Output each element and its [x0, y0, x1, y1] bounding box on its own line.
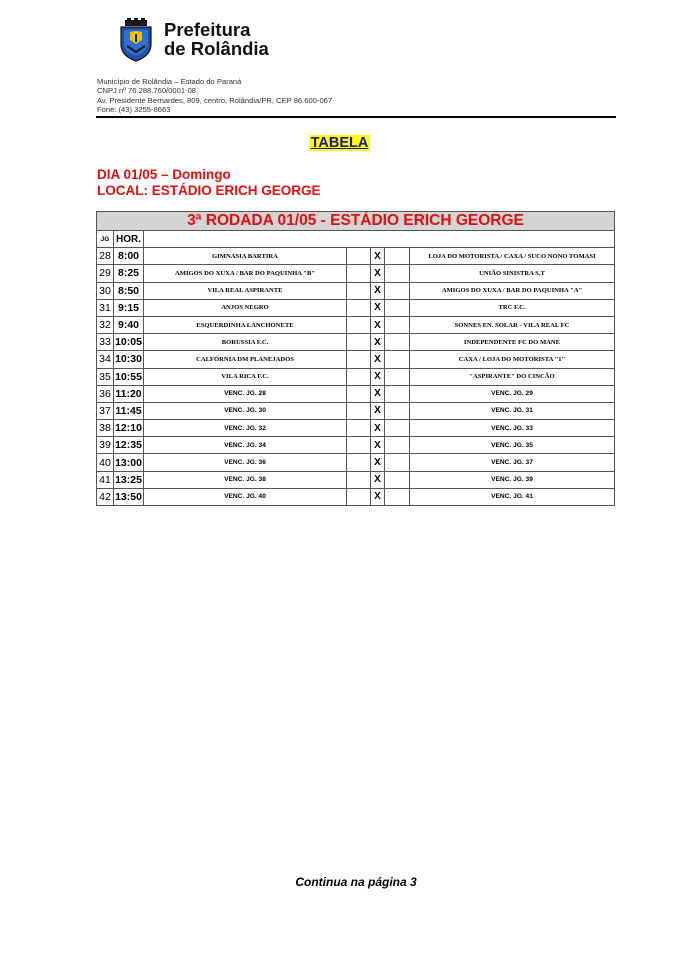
- game-time: 12:35: [114, 437, 144, 454]
- table-row: [97, 454, 615, 471]
- header-blank: [144, 231, 615, 248]
- game-time: 11:20: [114, 385, 144, 402]
- score-home: [347, 265, 371, 282]
- game-time: 12:10: [114, 420, 144, 437]
- score-home: [347, 454, 371, 471]
- away-team: LOJA DO MOTORISTA / CAXA / SUCO NONO TOMASI: [410, 248, 615, 265]
- address-line: Município de Rolândia – Estado do Paraná: [97, 77, 242, 86]
- game-number: 36: [97, 385, 114, 402]
- score-away: [385, 454, 410, 471]
- tabela-heading: [0, 134, 679, 152]
- home-team: ESQUERDINHA LANCHONETE: [144, 316, 347, 333]
- game-number: 42: [97, 488, 114, 505]
- away-team: TRC F.C.: [410, 299, 615, 316]
- versus-mark: X: [371, 437, 385, 454]
- header-jg: JG: [97, 231, 114, 248]
- versus-mark: X: [371, 420, 385, 437]
- home-team: BORUSSIA F.C.: [144, 334, 347, 351]
- score-home: [347, 282, 371, 299]
- score-home: [347, 402, 371, 419]
- brand-line-1: Prefeitura: [164, 19, 251, 40]
- score-away: [385, 265, 410, 282]
- game-rows: [97, 248, 615, 506]
- score-away: [385, 402, 410, 419]
- game-number: 41: [97, 471, 114, 488]
- score-home: [347, 351, 371, 368]
- games-table: [96, 211, 615, 506]
- versus-mark: X: [371, 334, 385, 351]
- brand-line-2: de Rolândia: [164, 38, 269, 59]
- table-row: [97, 488, 615, 505]
- game-time: 10:05: [114, 334, 144, 351]
- versus-mark: X: [371, 488, 385, 505]
- table-row: [97, 385, 615, 402]
- home-team: CALFÓRNIA DM PLANEJADOS: [144, 351, 347, 368]
- score-home: [347, 385, 371, 402]
- versus-mark: X: [371, 471, 385, 488]
- address-line: Fone: (43) 3255-8663: [97, 105, 171, 115]
- game-time: 13:00: [114, 454, 144, 471]
- game-time: 11:45: [114, 402, 144, 419]
- game-number: 37: [97, 402, 114, 419]
- score-away: [385, 471, 410, 488]
- home-team: AMIGOS DO XUXA / BAR DO PAQUINHA "B": [144, 265, 347, 282]
- score-away: [385, 334, 410, 351]
- away-team: VENC. JG. 33: [410, 420, 615, 437]
- home-team: VILA RICA F.C.: [144, 368, 347, 385]
- versus-mark: X: [371, 248, 385, 265]
- versus-mark: X: [371, 385, 385, 402]
- away-team: VENC. JG. 29: [410, 385, 615, 402]
- versus-mark: X: [371, 265, 385, 282]
- event-location: LOCAL: ESTÁDIO ERICH GEORGE: [97, 182, 321, 198]
- game-number: 35: [97, 368, 114, 385]
- home-team: GIMNASIA BARTIRA: [144, 248, 347, 265]
- table-row: [97, 437, 615, 454]
- home-team: VENC. JG. 40: [144, 488, 347, 505]
- table-title-row: [97, 212, 615, 231]
- game-number: 38: [97, 420, 114, 437]
- score-home: [347, 316, 371, 333]
- away-team: SONNES EN. SOLAR - VILA REAL FC: [410, 316, 615, 333]
- game-time: 13:50: [114, 488, 144, 505]
- away-team: VENC. JG. 39: [410, 471, 615, 488]
- versus-mark: X: [371, 282, 385, 299]
- table-row: [97, 334, 615, 351]
- home-team: VENC. JG. 34: [144, 437, 347, 454]
- table-row: [97, 368, 615, 385]
- score-home: [347, 299, 371, 316]
- game-number: 31: [97, 299, 114, 316]
- game-number: 30: [97, 282, 114, 299]
- score-away: [385, 368, 410, 385]
- game-number: 40: [97, 454, 114, 471]
- continuation-note: Continua na página 3: [295, 875, 417, 889]
- score-away: [385, 351, 410, 368]
- versus-mark: X: [371, 368, 385, 385]
- game-number: 29: [97, 265, 114, 282]
- table-row: [97, 316, 615, 333]
- versus-mark: X: [371, 299, 385, 316]
- game-time: 8:50: [114, 282, 144, 299]
- away-team: AMIGOS DO XUXA / BAR DO PAQUINHA "A": [410, 282, 615, 299]
- home-team: VILA REAL ASPIRANTE: [144, 282, 347, 299]
- away-team: VENC. JG. 41: [410, 488, 615, 505]
- score-home: [347, 334, 371, 351]
- score-away: [385, 248, 410, 265]
- table-row: [97, 248, 615, 265]
- score-home: [347, 471, 371, 488]
- away-team: VENC. JG. 37: [410, 454, 615, 471]
- header-divider: [96, 116, 616, 118]
- municipal-logo: [118, 18, 288, 68]
- address-block: [97, 77, 332, 115]
- score-away: [385, 282, 410, 299]
- game-time: 9:15: [114, 299, 144, 316]
- game-number: 33: [97, 334, 114, 351]
- home-team: VENC. JG. 30: [144, 402, 347, 419]
- game-number: 32: [97, 316, 114, 333]
- game-number: 39: [97, 437, 114, 454]
- versus-mark: X: [371, 454, 385, 471]
- score-away: [385, 299, 410, 316]
- brand-name: [164, 20, 269, 58]
- away-team: INDEPENDENTE FC DO MANÉ: [410, 334, 615, 351]
- score-away: [385, 316, 410, 333]
- away-team: VENC. JG. 35: [410, 437, 615, 454]
- tabela-label: TABELA: [310, 135, 369, 151]
- crest-icon: [118, 18, 154, 62]
- game-time: 8:25: [114, 265, 144, 282]
- table-row: [97, 299, 615, 316]
- table-row: [97, 265, 615, 282]
- table-row: [97, 282, 615, 299]
- game-time: 10:30: [114, 351, 144, 368]
- event-date: DIA 01/05 – Domingo: [97, 167, 231, 182]
- away-team: UNIÃO SINISTRA S.T: [410, 265, 615, 282]
- away-team: "ASPIRANTE" DO CINCÃO: [410, 368, 615, 385]
- score-away: [385, 385, 410, 402]
- table-row: [97, 471, 615, 488]
- versus-mark: X: [371, 316, 385, 333]
- address-line: Av. Presidente Bernardes, 809, centro, Rolândia/PR, CEP 86.600-067: [97, 95, 333, 105]
- home-team: VENC. JG. 28: [144, 385, 347, 402]
- score-home: [347, 488, 371, 505]
- game-number: 34: [97, 351, 114, 368]
- home-team: VENC. JG. 36: [144, 454, 347, 471]
- score-home: [347, 368, 371, 385]
- table-header-row: [97, 231, 615, 248]
- home-team: ANJOS NEGRO: [144, 299, 347, 316]
- game-time: 13:25: [114, 471, 144, 488]
- versus-mark: X: [371, 351, 385, 368]
- home-team: VENC. JG. 32: [144, 420, 347, 437]
- header-hor: HOR.: [114, 231, 144, 248]
- score-home: [347, 437, 371, 454]
- table-row: [97, 402, 615, 419]
- score-away: [385, 420, 410, 437]
- game-time: 8:00: [114, 248, 144, 265]
- table-row: [97, 420, 615, 437]
- score-home: [347, 420, 371, 437]
- event-info: [97, 167, 321, 198]
- home-team: VENC. JG. 38: [144, 471, 347, 488]
- game-time: 9:40: [114, 316, 144, 333]
- away-team: VENC. JG. 31: [410, 402, 615, 419]
- away-team: CAXA / LOJA DO MOTORISTA "1": [410, 351, 615, 368]
- address-line: CNPJ nº 76.288.760/0001-08: [97, 86, 197, 96]
- score-home: [347, 248, 371, 265]
- score-away: [385, 437, 410, 454]
- game-number: 28: [97, 248, 114, 265]
- table-title: 3ª RODADA 01/05 - ESTÁDIO ERICH GEORGE: [97, 212, 615, 231]
- score-away: [385, 488, 410, 505]
- table-row: [97, 351, 615, 368]
- versus-mark: X: [371, 402, 385, 419]
- game-time: 10:55: [114, 368, 144, 385]
